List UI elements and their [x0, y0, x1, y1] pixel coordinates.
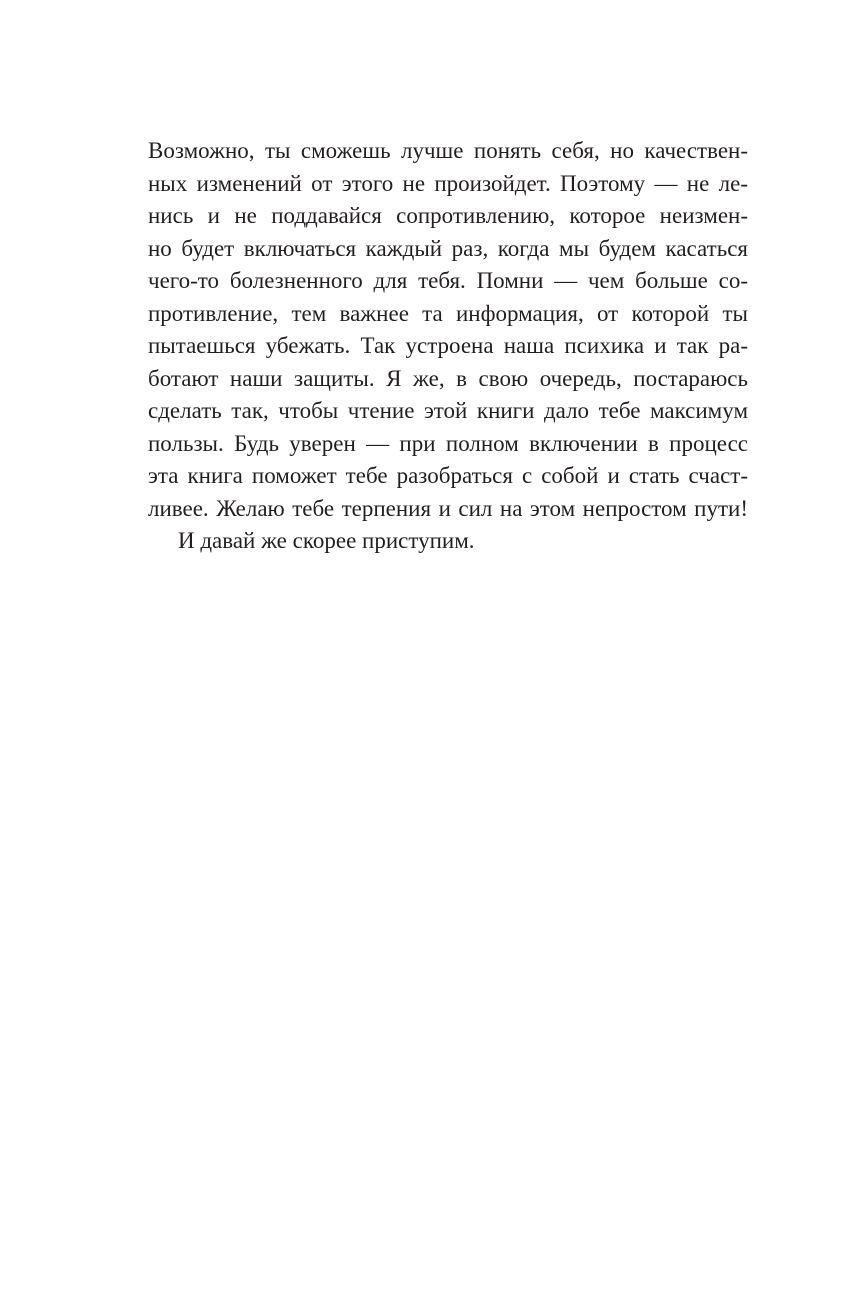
text-line: Возможно, ты сможешь лучше понять себя, но качествен- [148, 138, 748, 163]
text-line: ных изменений от этого не произойдет. Поэтому — не ле- [148, 170, 748, 196]
text-line: нись и не поддавайся сопротивлению, которое неизмен- [148, 203, 748, 228]
text-line: эта книга поможет тебе разобраться с собой и стать счаст- [148, 463, 748, 488]
paragraph-2 [148, 525, 748, 558]
text-line: ботают наши защиты. Я же, в свою очередь, постараюсь [148, 365, 748, 391]
text-line: пользы. Будь уверен — при полном включении в процесс [148, 430, 748, 456]
text-line: сделать так, чтобы чтение этой книги дало тебе максимум [148, 398, 748, 423]
text-line: И давай же скорее приступим. [178, 528, 475, 553]
text-line: противление, тем важнее та информация, от которой ты [148, 300, 748, 326]
body-text [148, 135, 748, 558]
text-line: но будет включаться каждый раз, когда мы будем касаться [148, 235, 748, 261]
paragraph-1 [148, 135, 748, 525]
text-line: ливее. Желаю тебе терпения и сил на этом непростом пути! [148, 495, 748, 521]
text-line: пытаешься убежать. Так устроена наша психика и так ра- [148, 333, 748, 358]
text-line: чего-то болезненного для тебя. Помни — чем больше со- [148, 268, 748, 293]
